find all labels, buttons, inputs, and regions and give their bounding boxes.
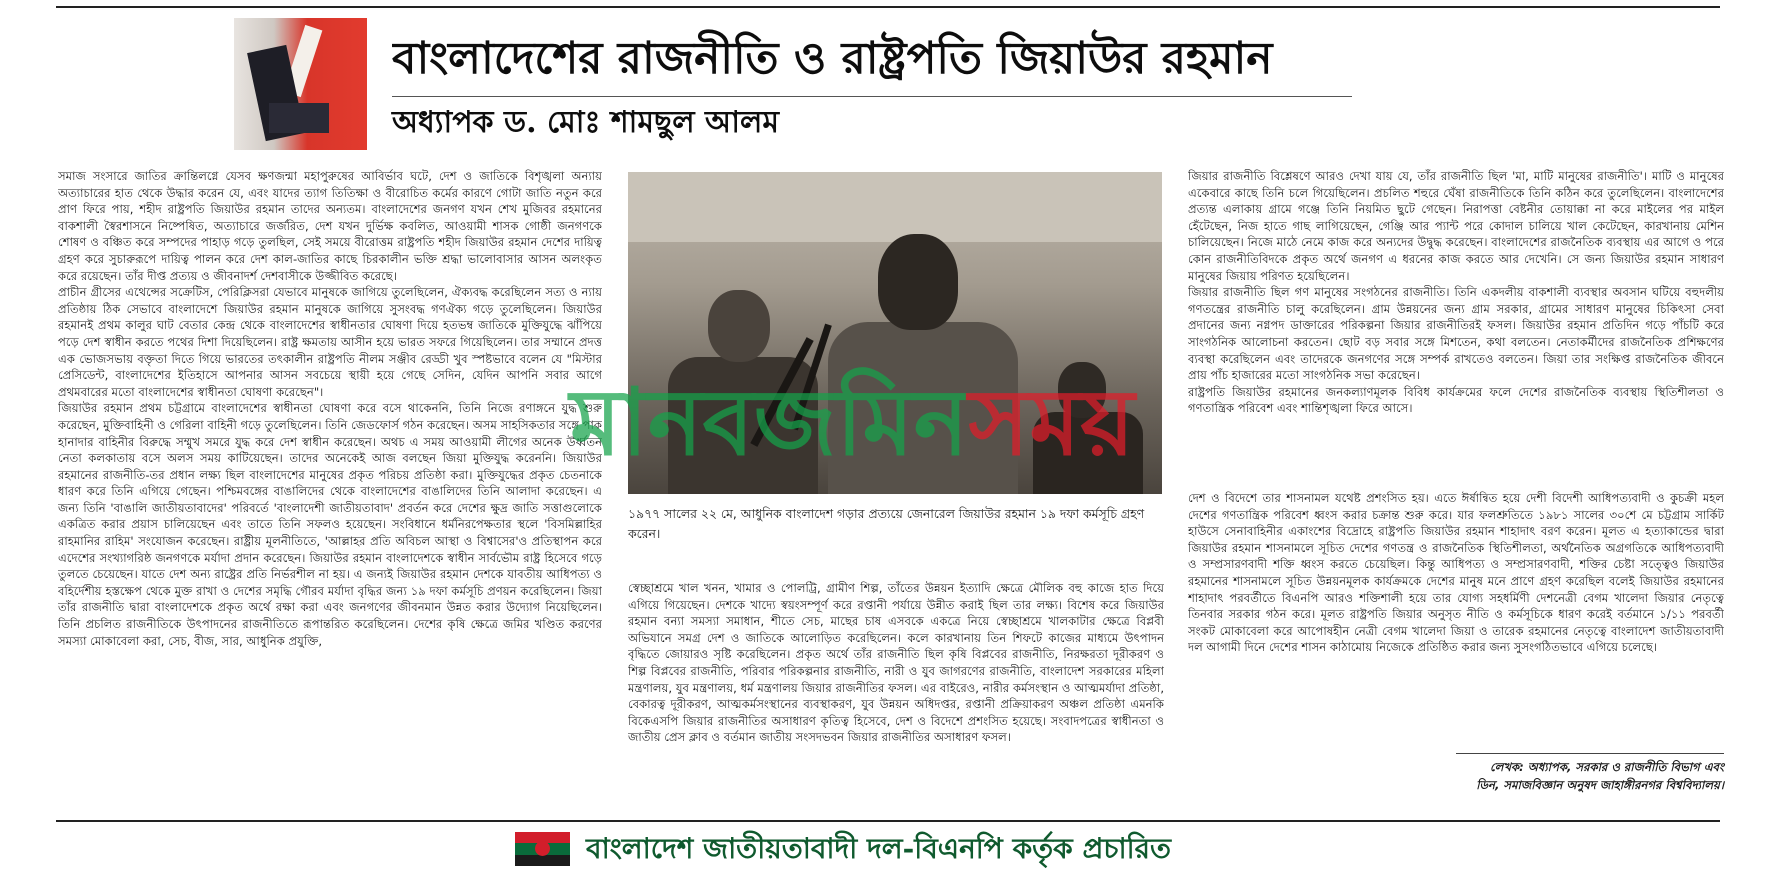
article-column-3-top — [1188, 168, 1724, 473]
watermark-part: সময় — [968, 369, 1135, 476]
watermark-part: মানবজমিন — [570, 369, 969, 476]
paragraph: রাষ্ট্রপতি জিয়াউর রহমানের জনকল্যাণমূলক বিবিধ কার্যক্রমের ফলে দেশের রাজনৈতিক ব্যবস্থায় স্থিতিশীলতা ও গণতান্ত্রিক পরিবেশ এবং শান্তিশৃঙ্খলা ফিরে আসে। — [1188, 384, 1724, 416]
byline-line: লেখক: অধ্যাপক, সরকার ও রাজনীতি বিভাগ এবং — [1490, 760, 1724, 774]
article-column-3-bottom — [1188, 490, 1724, 730]
paragraph: জিয়ার রাজনীতি ছিল গণ মানুষের সংগঠনের রাজনীতি। তিনি একদলীয় বাকশালী ব্যবস্থার অবসান ঘটিয়ে বহুদলীয় গণতন্ত্রের রাজনীতি চালু করেছিলেন। গ্রাম উন্নয়নের জন্য গ্রাম সরকার, গ্রামের সাধারণ মানুষের চিকিৎসা সেবা প্রদানের জন্য নগ্নপদ ডাক্তারের পরিকল্পনা জিয়ার রাজনীতিরই ফসল। জিয়াউর রহমান প্রতিদিন গড়ে পাঁচটি করে সাংগঠনিক আলোচনা করতেন। ছোট বড় সবার সঙ্গে মিশতেন, কথা বলতেন। নেতাকর্মীদের রাজনৈতিক প্রশিক্ষণের ব্যবস্থা করেছিলেন এবং তাদেরকে জনগণের সঙ্গে সম্পর্ক রাখতেও বলতেন। জিয়া তার সংক্ষিপ্ত রাজনৈতিক জীবনে প্রায় পাঁচ হাজারের মতো সাংগঠনিক সভা করেছেন। — [1188, 285, 1724, 383]
party-flag-icon — [515, 832, 570, 866]
author-name: অধ্যাপক ড. মোঃ শামছুল আলম — [392, 105, 780, 140]
paragraph: দেশ ও বিদেশে তার শাসনামল যথেষ্ট প্রশংসিত হয়। এতে ঈর্ষান্বিত হয়ে দেশী বিদেশী আধিপত্যবাদী ও কুচক্রী মহল দেশের গণতান্ত্রিক পরিবেশ ধ্বংস করার চক্রান্ত শুরু করে। যার ফলশ্রুতিতে ১৯৮১ সালের ৩০শে মে চট্টগ্রাম সার্কিট হাউসে সেনাবাহিনীর একাংশের বিদ্রোহে রাষ্ট্রপতি জিয়াউর রহমান শাহাদাৎ বরণ করেন। মূলত এ হত্যাকান্ডের দ্বারা জিয়াউর রহমান শাসনামলে সূচিত দেশের গণতন্ত্র ও রাজনৈতিক স্থিতিশীলতা, অর্থনৈতিক অগ্রগতিকে আধিপত্যবাদী ও সম্প্রসারণবাদী শক্তি ধ্বংস করতে চেয়েছিল। কিন্তু আধিপত্য ও সম্প্রসারণবাদী, শক্তির চেষ্টা সত্ত্বেও জিয়াউর রহমানের শাসনামলে সূচিত উন্নয়নমূলক কার্যক্রমকে দেশের মানুষ মনে প্রাণে গ্রহণ করেছিল বলেই জিয়াউর রহমানের শাহাদাৎ পরবর্তীতে বিএনপি আরও শক্তিশালী হয়ে তার যোগ্য সহধর্মিণী দেশনেত্রী বেগম খালেদা জিয়ার নেতৃত্বে তিনবার সরকার গঠন করে। মূলত রাষ্ট্রপতি জিয়ার অনুসৃত নীতি ও কর্মসূচিকে ধারণ করেই বর্তমানে ১/১১ পরবর্তী সংকট মোকাবেলা করে আপোষহীন নেত্রী বেগম খালেদা জিয়া ও তারেক রহমানের নেতৃত্বে বাংলাদেশ জাতীয়তাবাদী দল আগামী দিনে দেশের শাসন কাঠামোয় নিজেকে প্রতিষ্ঠিত করার জন্য সুসংগঠিতভাবে এগিয়ে চলেছে। — [1188, 491, 1724, 655]
top-rule — [56, 6, 1720, 8]
paragraph: সমাজ সংসারে জাতির ক্রান্তিলগ্নে যেসব ক্ষণজন্মা মহাপুরুষের আবির্ভাব ঘটে, দেশ ও জাতিকে বিশৃঙ্খলা অন্যায় অত্যাচারের হাত থেকে উদ্ধার করেন যে, এবং যাদের ত্যাগ তিতিক্ষা ও বীরোচিত কর্মের কারণে গোটা জাতি নতুন করে প্রাণ ফিরে পায়, শহীদ রাষ্ট্রপতি জিয়াউর রহমান তাদের অন্যতম। বাংলাদেশের জনগণ যখন শেখ মুজিবর রহমানের বাকশালী স্বৈরশাসনে নিষ্পেষিত, অত্যাচারে জর্জরিত, দেশ যখন দুর্ভিক্ষ কবলিত, আওয়ামী শাসক গোষ্ঠী জনগণকে শোষণ ও বঞ্চিত করে সম্পদের পাহাড় গড়ে তুলছিল, সেই সময়ে বীরোত্তম রাষ্ট্রপতি শহীদ জিয়াউর রহমান দেশের দায়িত্ব গ্রহণ করে সুচারুরূপে দায়িত্ব পালন করে দেশ কাল-জাতির কাছে চিরকালীন ভক্তি শ্রদ্ধা ভালোবাসার আসন অলংকৃত করে রয়েছেন। তাঁর দীপ্ত প্রত্যয় ও জীবনাদর্শ দেশবাসীকে উজ্জীবিত করেছে। — [58, 169, 602, 283]
photo-figure — [1058, 362, 1106, 418]
article-column-1 — [58, 168, 602, 798]
headline: বাংলাদেশের রাজনীতি ও রাষ্ট্রপতি জিয়াউর রহমান — [392, 33, 1273, 84]
header-illustration — [234, 18, 367, 150]
headline-rule — [392, 96, 1352, 97]
byline-line: ডিন, সমাজবিজ্ঞান অনুষদ জাহাঙ্গীরনগর বিশ্ববিদ্যালয়। — [1476, 778, 1724, 792]
paragraph: প্রাচীন গ্রীসের এথেন্সের সক্রেটিস, পেরিক্লিসরা যেভাবে মানুষকে জাগিয়ে তুলেছিলেন, ঐক্যবদ্ধ করেছিলেন সত্য ও ন্যায় প্রতিষ্ঠায় ঠিক সেভাবে বাংলাদেশে জিয়াউর রহমান মানুষকে জাগিয়ে সুসংবদ্ধ গণঐক্য গড়ে তুলেছিলেন। জিয়াউর রহমানই প্রথম কালুর ঘাট বেতার কেন্দ্র থেকে বাংলাদেশের স্বাধীনতার ঘোষণা দিয়ে হতভম্ব জাতিকে মুক্তিযুদ্ধে ঝাঁপিয়ে পড়ে দেশ স্বাধীন করতে পথের দিশা দিয়েছিলেন। রাষ্ট্র ক্ষমতায় আসীন হয়ে ভারত সফরে গিয়েছিলেন। তার সম্মানে প্রদত্ত এক ভোজসভায় বক্তৃতা দিতে গিয়ে ভারতের তৎকালীন রাষ্ট্রপতি নীলম সঞ্জীব রেড্ডী খুব স্পষ্টভাবে বলেন যে "মিস্টার প্রেসিডেন্ট, বাংলাদেশের ইতিহাসে আপনার আসন সবচেয়ে স্থায়ী হয়ে গেছে সেদিন, যেদিন আপনি সবার আগে প্রথমবারের মতো বাংলাদেশের স্বাধীনতা ঘোষণা করেছেন"। — [58, 285, 602, 399]
flag-emblem — [535, 841, 550, 856]
author-byline — [1300, 758, 1724, 798]
flag-band — [515, 855, 570, 866]
photo-figure — [708, 290, 770, 362]
paragraph: স্বেচ্ছাশ্রমে খাল খনন, খামার ও পোলট্রি, গ্রামীণ শিল্প, তাঁতের উন্নয়ন ইত্যাদি ক্ষেত্রে মৌলিক বহু কাজে হাত দিয়ে এগিয়ে গিয়েছেন। দেশকে খাদ্যে স্বয়ংসম্পূর্ণ করে রপ্তানী পর্যায়ে উন্নীত করাই ছিল তার লক্ষ্য। বিশেষ করে জিয়াউর রহমান বন্যা সমস্যা সমাধান, শীতে সেচ, মাছের চাষ এসবকে একত্রে নিয়ে স্বেচ্ছাশ্রমে খালকাটার ক্ষেত্রে বিপ্লবী অভিযানে সমগ্র দেশ ও জাতিকে আলোড়িত করেছিলেন। কলে কারখানায় তিন শিফটে কাজের মাধ্যমে উৎপাদন বৃদ্ধিতে জোয়ারও সৃষ্টি করেছিলেন। প্রকৃত অর্থে তাঁর রাজনীতি ছিল কৃষি বিপ্লবের রাজনীতি, নিরক্ষরতা দূরীকরণ ও শিল্প বিপ্লবের রাজনীতি, পরিবার পরিকল্পনার রাজনীতি, নারী ও যুব জাগরণের রাজনীতি, বাংলাদেশ সরকারের মহিলা মন্ত্রণালয়, যুব মন্ত্রণালয়, ধর্ম মন্ত্রণালয় জিয়ার রাজনীতির ফসল। এর বাইরেও, নারীর কর্মসংস্থান ও আত্মমর্যাদা প্রতিষ্ঠা, বেকারত্ব দূরীকরণ, আত্মকর্মসংস্থানের ব্যবস্থাকরণ, যুব উন্নয়ন অধিদপ্তর, রপ্তানী প্রক্রিয়াকরণ অঞ্চল প্রতিষ্ঠা এমনকি বিকেএসপি জিয়ার রাজনীতির অসাধারণ কৃতিত্ব হিসেবে, দেশ ও বিদেশে প্রশংসিত হয়েছে। সংবাদপত্রের স্বাধীনতা ও জাতীয় প্রেস ক্লাব ও বর্তমান জাতীয় সংসদভবন জিয়ার রাজনীতির অসাধারণ ফসল। — [628, 581, 1164, 745]
footer-credit: বাংলাদেশ জাতীয়তাবাদী দল-বিএনপি কর্তৃক প্রচারিত — [586, 832, 1172, 865]
photo-caption: ১৯৭৭ সালের ২২ মে, আধুনিক বাংলাদেশ গড়ার প্রত্যয়ে জেনারেল জিয়াউর রহমান ১৯ দফা কর্মসূচি গ্রহণ করেন। — [628, 506, 1145, 541]
bottom-rule — [56, 820, 1720, 822]
photo-background — [628, 172, 1162, 242]
paragraph: জিয়ার রাজনীতি বিশ্লেষণে আরও দেখা যায় যে, তাঁর রাজনীতি ছিল 'মা, মাটি মানুষের রাজনীতি'। মাটি ও মানুষের একেবারে কাছে তিনি চলে গিয়েছিলেন। প্রচলিত শহুরে ঘেঁষা রাজনীতিকে তিনি কঠিন করে তুলেছিলেন। বাংলাদেশের প্রত্যন্ত এলাকায় গ্রামে গঞ্জে তিনি নিয়মিত ছুটে গেছেন। নিরাপত্তা বেষ্টনীর তোয়াক্কা না করে মাইলের পর মাইল হেঁটেছেন, নিজ হাতে গাছ লাগিয়েছেন, গেঞ্জি আর প্যান্ট পরে কোদাল চালিয়ে খাল কেটেছেন, কারখানায় মেশিন চালিয়েছেন। নিজে মাঠে নেমে কাজ করে অন্যদের উদ্বুদ্ধ করেছেন। বাংলাদেশের রাজনৈতিক ব্যবস্থায় এর আগে ও পরে কোন রাজনীতিবিদকে প্রকৃত অর্থে জনগণ এ ধরনের কাজ করতে আর দেখেনি। সে জন্য জিয়াউর রহমান সাধারণ মানুষের জিয়ায় পরিণত হয়েছিলেন। — [1188, 169, 1724, 283]
photo-figure — [878, 234, 958, 330]
article-photo — [628, 172, 1162, 494]
photo-figure — [828, 322, 1018, 494]
paragraph: জিয়াউর রহমান প্রথম চট্টগ্রামে বাংলাদেশের স্বাধীনতা ঘোষণা করে বসে থাকেননি, তিনি নিজে রণাঙ্গনে যুদ্ধ শুরু করেছেন, মুক্তিবাহিনী ও গেরিলা বাহিনী গড়ে তুলেছিলেন। তিনি জেডফোর্স গঠন করেছেন। অসম সাহসিকতার সঙ্গে পাক হানাদার বাহিনীর বিরুদ্ধে সম্মুখ সমরে যুদ্ধ করে দেশ স্বাধীন করেছেন। অথচ এ সময় আওয়ামী লীগের অনেক উর্ধ্বতন নেতা কলকাতায় বসে অলস সময় কাটিয়েছেন। তাদের অনেকেই আজ বলছেন জিয়া মুক্তিযুদ্ধ করেননি। জিয়াউর রহমানের রাজনীতি-তর প্রধান লক্ষ্য ছিল বাংলাদেশের মানুষের প্রকৃত পরিচয় প্রতিষ্ঠা করা। মুক্তিযুদ্ধের প্রকৃত চেতনাকে ধারণ করে তিনি এগিয়ে গেছেন। পশ্চিমবঙ্গের বাঙালিদের থেকে বাংলাদেশের বাঙালিদের তিনি আলাদা করেছেন। এ জন্য তিনি 'বাঙালি জাতীয়তাবাদের' পরিবর্তে 'বাংলাদেশী জাতীয়তাবাদ' প্রবর্তন করে দেশের ক্ষুদ্র জাতি সত্তাগুলোকে একত্রিত করার প্রয়াস চালিয়েছেন এবং তাতে তিনি সফলও হয়েছেন। সংবিধানে ধর্মনিরপেক্ষতার স্থলে 'বিসমিল্লাহির রাহমানির রাহিম' সংযোজন করেছেন। রাষ্ট্রীয় মূলনীতিতে, 'আল্লাহর প্রতি অবিচল আস্থা ও বিশ্বাসের'ও প্রতিস্থাপন করে এদেশের সংখ্যাগরিষ্ঠ জনগণকে মর্যাদা প্রদান করেছেন। জিয়াউর রহমান বাংলাদেশকে স্বাধীন সার্বভৌম রাষ্ট্র হিসেবে গড়ে তুলতে চেয়েছেন। যাতে দেশ অন্য রাষ্ট্রের প্রতি নির্ভরশীল না হয়। এ জন্যই জিয়াউর রহমান দেশকে যাবতীয় আধিপত্য ও বহির্দেশীয় হস্তক্ষেপ থেকে মুক্ত রাখা ও দেশের সমৃদ্ধি গৌরব মর্যাদা বৃদ্ধির জন্য ১৯ দফা কর্মসূচি প্রণয়ন করেছিলেন। জিয়া তাঁর রাজনীতি দ্বারা বাংলাদেশকে প্রকৃত অর্থে রক্ষা করা এবং জনগণের জীবনমান উন্নত করার উদ্যোগ নিয়েছিলেন। তিনি প্রচলিত রাজনীতিকে উৎপাদনের রাজনীতিতে রূপান্তরিত করেছিলেন। দেশের কৃষি ক্ষেত্রে জমির খণ্ডিত করণের সমস্যা মোকাবেলা করা, সেচ, বীজ, সার, আধুনিক প্রযুক্তি, — [58, 401, 602, 648]
illustration-shape — [269, 103, 329, 133]
article-column-2 — [628, 580, 1164, 800]
byline-rule — [1456, 753, 1724, 754]
photo-figure — [1033, 412, 1143, 494]
